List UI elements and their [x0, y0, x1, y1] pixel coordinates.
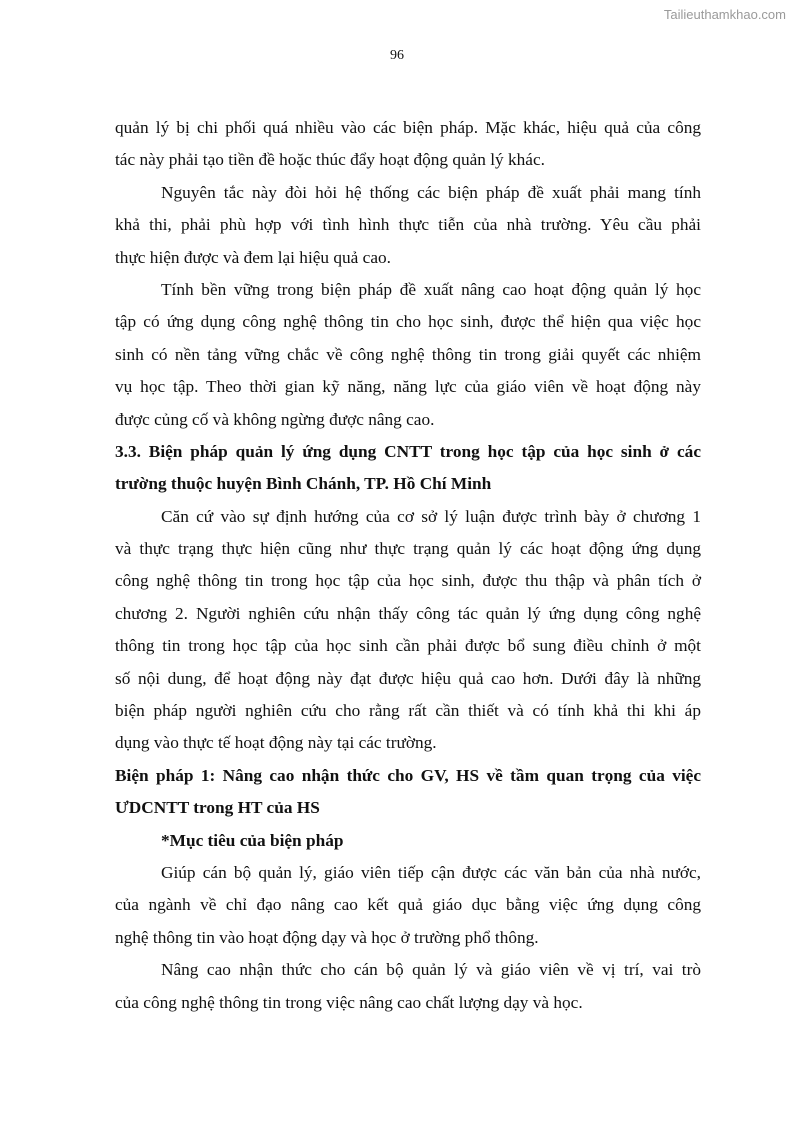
- paragraph-line: thông tin trong học tập của học sinh cần phải được bổ sung điều chỉnh ở một: [115, 636, 701, 656]
- paragraph-line: Căn cứ vào sự định hướng của cơ sở lý luận được trình bày ở chương 1: [161, 506, 701, 526]
- paragraph-line: nghệ thông tin vào hoạt động dạy và học ở trường phổ thông.: [115, 927, 539, 947]
- paragraph-line: dụng vào thực tế hoạt động này tại các trường.: [115, 733, 437, 753]
- paragraph-line: khả thi, phải phù hợp với tình hình thực tiễn của nhà trường. Yêu cầu phải: [115, 215, 701, 235]
- paragraph-line: của công nghệ thông tin trong việc nâng cao chất lượng dạy và học.: [115, 992, 583, 1012]
- paragraph-line: tác này phải tạo tiền đề hoặc thúc đẩy hoạt động quản lý khác.: [115, 150, 545, 170]
- paragraph-line: Tính bền vững trong biện pháp đề xuất nâng cao hoạt động quản lý học: [161, 279, 701, 299]
- paragraph-line: của ngành về chỉ đạo nâng cao kết quả giáo dục bằng việc ứng dụng công: [115, 895, 701, 915]
- section-heading: trường thuộc huyện Bình Chánh, TP. Hồ Chí Minh: [115, 474, 492, 494]
- page-number: 96: [390, 48, 404, 63]
- paragraph-line: số nội dung, để hoạt động này đạt được hiệu quả cao hơn. Dưới đây là những: [115, 668, 701, 688]
- paragraph-line: vụ học tập. Theo thời gian kỹ năng, năng lực của giáo viên về hoạt động này: [115, 377, 701, 397]
- paragraph-line: công nghệ thông tin trong học tập của học sinh, được thu thập và phân tích ở: [115, 571, 701, 591]
- watermark: Tailieuthamkhao.com: [663, 7, 786, 22]
- paragraph-line: chương 2. Người nghiên cứu nhận thấy công tác quản lý ứng dụng công nghệ: [115, 603, 701, 623]
- document-body: [115, 112, 701, 1019]
- paragraph-line: sinh có nền tảng vững chắc về công nghệ thông tin trong giải quyết các nhiệm: [115, 344, 701, 364]
- paragraph-line: thực hiện được và đem lại hiệu quả cao.: [115, 247, 391, 267]
- paragraph-line: Giúp cán bộ quản lý, giáo viên tiếp cận được các văn bản của nhà nước,: [161, 862, 701, 882]
- paragraph-line: được củng cố và không ngừng được nâng cao.: [115, 409, 435, 429]
- paragraph-line: quản lý bị chi phối quá nhiều vào các biện pháp. Mặc khác, hiệu quả của công: [115, 118, 701, 137]
- paragraph-line: tập có ứng dụng công nghệ thông tin cho học sinh, được thể hiện qua việc học: [115, 312, 701, 332]
- paragraph-line: và thực trạng thực hiện cũng như thực trạng quản lý các hoạt động ứng dụng: [115, 539, 701, 559]
- paragraph-line: biện pháp người nghiên cứu cho rằng rất cần thiết và có tính khả thi khi áp: [115, 701, 701, 721]
- paragraph-line: Nguyên tắc này đòi hỏi hệ thống các biện pháp đề xuất phải mang tính: [161, 182, 701, 202]
- measure-heading: ƯDCNTT trong HT của HS: [115, 798, 320, 818]
- paragraph-line: Nâng cao nhận thức cho cán bộ quản lý và giáo viên về vị trí, vai trò: [161, 960, 701, 980]
- subheading: *Mục tiêu của biện pháp: [161, 830, 344, 850]
- section-heading: 3.3. Biện pháp quản lý ứng dụng CNTT trong học tập của học sinh ở các: [115, 441, 701, 461]
- measure-heading: Biện pháp 1: Nâng cao nhận thức cho GV, HS về tầm quan trọng của việc: [115, 765, 701, 785]
